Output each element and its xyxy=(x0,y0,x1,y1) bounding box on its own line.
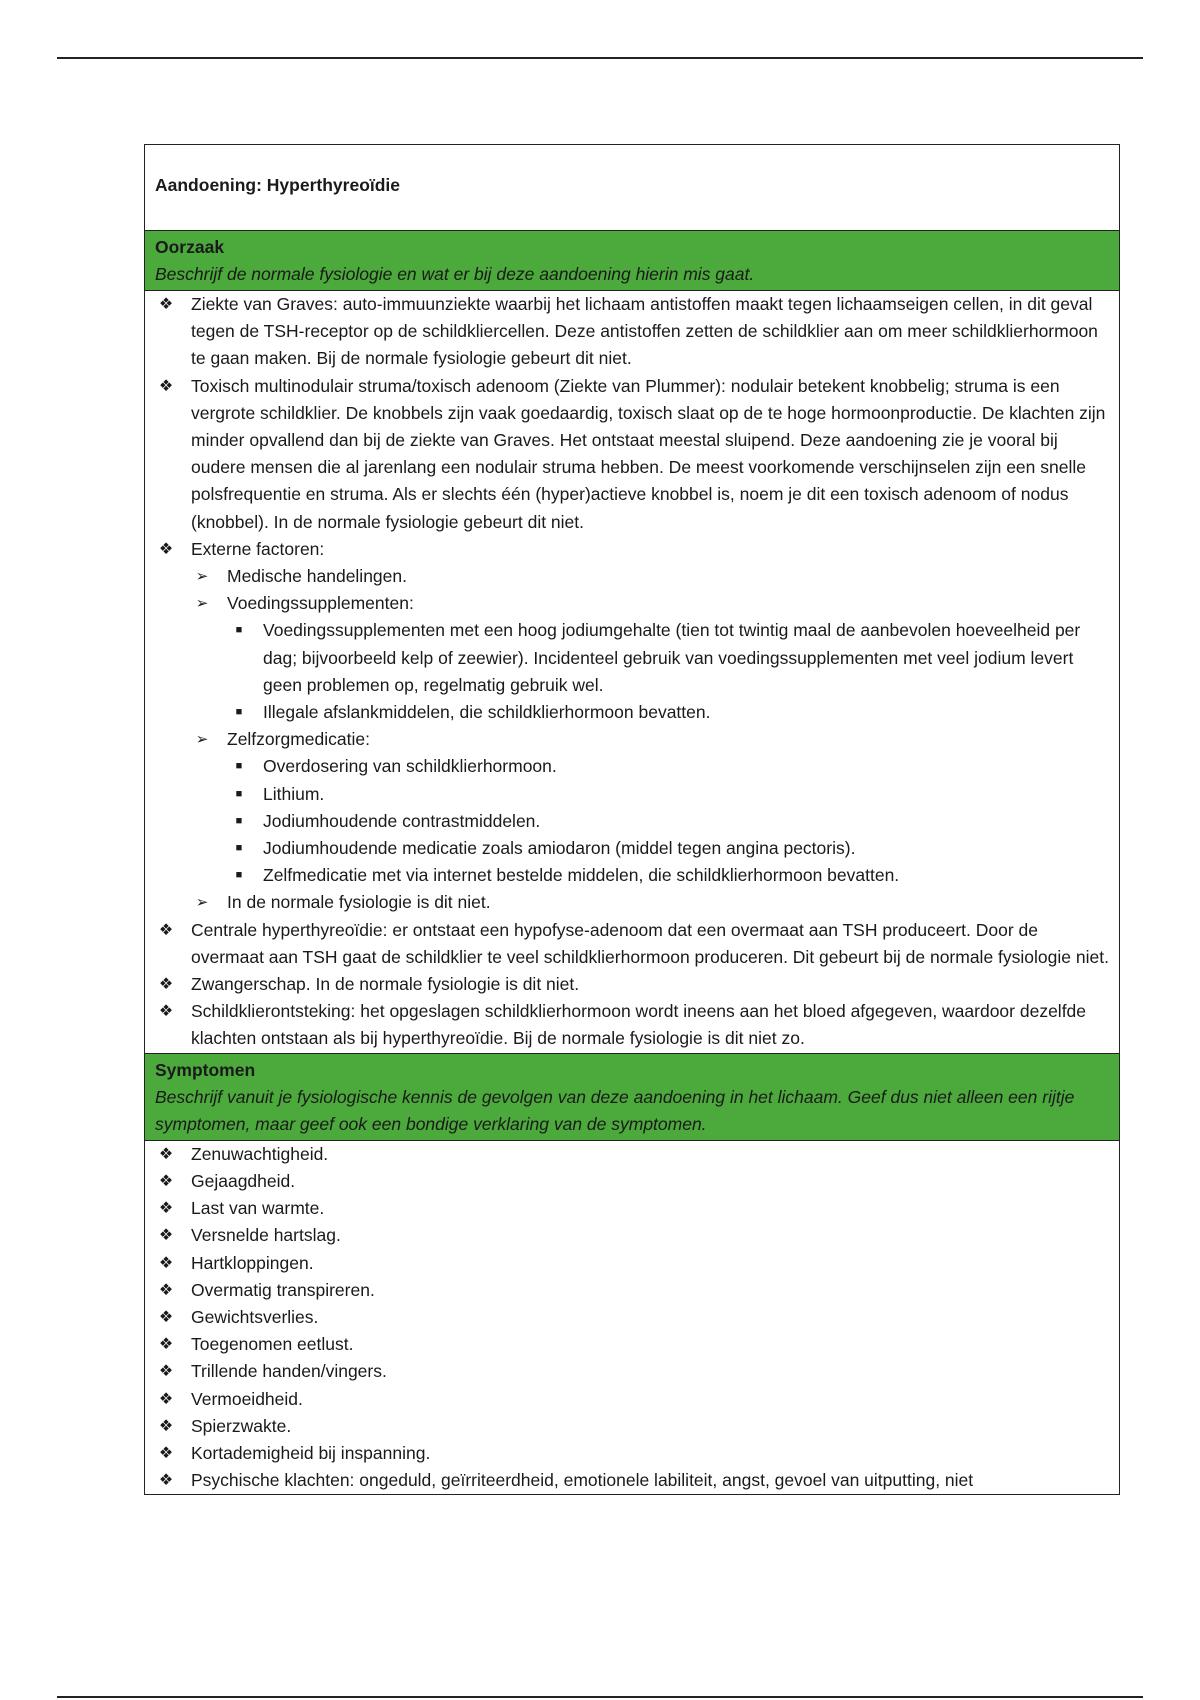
diamond-bullet-icon: ❖ xyxy=(158,377,174,395)
list-item xyxy=(158,998,1111,1052)
list-item-text: Centrale hyperthyreoïdie: er ontstaat een hypofyse-adenoom dat een overmaat aan TSH produceert. Door de overmaat aan TSH gaat de schildklier te veel schildklierhormoon produceren. Dit gebeurt bij de normale fysiologie niet. xyxy=(191,919,1109,967)
list-item xyxy=(158,1331,1111,1358)
list-item-text: Trillende handen/vingers. xyxy=(191,1361,387,1382)
list-item xyxy=(158,536,1111,917)
diamond-bullet-icon: ❖ xyxy=(158,296,174,313)
oorzaak-header xyxy=(145,231,1119,291)
list-item xyxy=(235,753,1111,780)
list-item-text: Ziekte van Graves: auto-immuunziekte waarbij het lichaam antistoffen maakt tegen lichaamseigen cellen, in dit geval tegen de TSH-receptor op de schildkliercellen. Deze antistoffen zetten de schildklier aan om meer schildklierhormoon te gaan maken. Bij de normale fysiologie gebeurt dit niet. xyxy=(191,294,1098,369)
square-bullet-icon: ■ xyxy=(235,624,243,637)
symptomen-header xyxy=(145,1053,1119,1141)
symptomen-instruction: Beschrijf vanuit je fysiologische kennis de gevolgen van deze aandoening in het lichaam. Geef dus niet alleen een rijtje symptomen, maar geef ook een bondige verklaring van de symptomen. xyxy=(155,1086,1075,1134)
list-item xyxy=(235,835,1111,862)
square-bullet-icon: ■ xyxy=(235,869,243,882)
list-item-text: Lithium. xyxy=(263,783,325,804)
list-item-text: Voedingssupplementen: xyxy=(227,593,414,614)
list-item-text: Gewichtsverlies. xyxy=(191,1306,319,1327)
list-item-text: Gejaagdheid. xyxy=(191,1170,296,1191)
diamond-bullet-icon: ❖ xyxy=(158,976,174,994)
list-item xyxy=(158,1304,1111,1331)
list-item-text: Jodiumhoudende medicatie zoals amiodaron (middel tegen angina pectoris). xyxy=(263,838,856,859)
list-item-text: Zenuwachtigheid. xyxy=(191,1143,329,1164)
list-item xyxy=(158,1467,1111,1494)
list-item xyxy=(158,917,1111,971)
square-bullet-icon: ■ xyxy=(235,787,243,800)
square-bullet-icon: ■ xyxy=(235,842,243,855)
list-item xyxy=(158,1413,1111,1440)
list-item xyxy=(158,373,1111,536)
list-item xyxy=(235,699,1111,726)
list-item-text: Overdosering van schildklierhormoon. xyxy=(263,756,557,777)
oorzaak-heading: Oorzaak xyxy=(155,237,225,257)
list-item-text: Externe factoren: xyxy=(191,538,325,559)
square-bullet-icon: ■ xyxy=(235,760,243,773)
zelfzorg-list xyxy=(227,753,1111,889)
list-item xyxy=(158,1141,1111,1168)
list-item xyxy=(158,971,1111,998)
list-item xyxy=(158,1168,1111,1195)
diamond-bullet-icon: ❖ xyxy=(158,1281,174,1299)
diamond-bullet-icon: ❖ xyxy=(158,1200,174,1218)
arrow-bullet-icon: ➢ xyxy=(195,568,209,586)
voeding-list xyxy=(227,617,1111,726)
footer-rule xyxy=(57,1696,1143,1698)
list-item xyxy=(158,1222,1111,1249)
list-item-text: Vermoeidheid. xyxy=(191,1388,303,1409)
diamond-bullet-icon: ❖ xyxy=(158,1444,174,1462)
list-item-text: Medische handelingen. xyxy=(227,566,407,587)
list-item xyxy=(195,563,1111,590)
diamond-bullet-icon: ❖ xyxy=(158,1145,174,1163)
diamond-bullet-icon: ❖ xyxy=(158,1254,174,1272)
list-item-text: Overmatig transpireren. xyxy=(191,1279,375,1300)
symptomen-heading: Symptomen xyxy=(155,1059,256,1080)
page-title: Aandoening: Hyperthyreoïdie xyxy=(145,145,1119,231)
diamond-bullet-icon: ❖ xyxy=(158,1472,174,1490)
arrow-bullet-icon: ➢ xyxy=(195,595,209,613)
square-bullet-icon: ■ xyxy=(235,706,243,719)
document-table xyxy=(144,144,1120,1495)
oorzaak-instruction: Beschrijf de normale fysiologie en wat er bij deze aandoening hierin mis gaat. xyxy=(155,264,755,284)
diamond-bullet-icon: ❖ xyxy=(158,921,174,939)
list-item-text: Psychische klachten: ongeduld, geïrriteerdheid, emotionele labiliteit, angst, gevoel van uitputting, niet xyxy=(191,1470,974,1491)
list-item xyxy=(158,1440,1111,1467)
diamond-bullet-icon: ❖ xyxy=(158,1336,174,1354)
list-item xyxy=(235,781,1111,808)
list-item xyxy=(158,1358,1111,1385)
list-item xyxy=(158,1277,1111,1304)
oorzaak-list xyxy=(145,291,1111,1053)
list-item-text: Kortademigheid bij inspanning. xyxy=(191,1442,431,1463)
diamond-bullet-icon: ❖ xyxy=(158,1172,174,1190)
diamond-bullet-icon: ❖ xyxy=(158,1417,174,1435)
square-bullet-icon: ■ xyxy=(235,814,243,827)
diamond-bullet-icon: ❖ xyxy=(158,1363,174,1381)
symptomen-list xyxy=(145,1141,1111,1495)
list-item-text: Illegale afslankmiddelen, die schildklierhormoon bevatten. xyxy=(263,702,711,723)
list-item xyxy=(158,1386,1111,1413)
list-item xyxy=(195,726,1111,889)
list-item-text: Spierzwakte. xyxy=(191,1415,292,1436)
arrow-bullet-icon: ➢ xyxy=(195,731,209,749)
list-item-text: Last van warmte. xyxy=(191,1198,325,1219)
list-item-text: Zelfmedicatie met via internet bestelde middelen, die schildklierhormoon bevatten. xyxy=(263,865,900,886)
list-item-text: Jodiumhoudende contrastmiddelen. xyxy=(263,810,541,831)
list-item xyxy=(158,1250,1111,1277)
list-item xyxy=(158,1195,1111,1222)
list-item xyxy=(235,862,1111,889)
oorzaak-content xyxy=(145,291,1119,1053)
diamond-bullet-icon: ❖ xyxy=(158,1003,174,1021)
list-item xyxy=(235,808,1111,835)
list-item-text: Toegenomen eetlust. xyxy=(191,1334,354,1355)
list-item xyxy=(158,291,1111,373)
list-item-text: Versnelde hartslag. xyxy=(191,1225,341,1246)
list-item-text: Zelfzorgmedicatie: xyxy=(227,729,370,750)
list-item xyxy=(195,889,1111,916)
header-rule xyxy=(57,57,1143,59)
list-item-text: Hartkloppingen. xyxy=(191,1252,314,1273)
list-item-text: Zwangerschap. In de normale fysiologie is dit niet. xyxy=(191,974,580,995)
externe-factoren-list xyxy=(191,563,1111,917)
list-item-text: Schildklierontsteking: het opgeslagen schildklierhormoon wordt ineens aan het bloed afgegeven, waardoor dezelfde klachten ontstaan als bij hyperthyreoïdie. Bij de normale fysiologie is dit niet zo. xyxy=(191,1001,1087,1049)
diamond-bullet-icon: ❖ xyxy=(158,1227,174,1245)
diamond-bullet-icon: ❖ xyxy=(158,1308,174,1326)
arrow-bullet-icon: ➢ xyxy=(195,894,209,912)
list-item xyxy=(235,617,1111,699)
list-item xyxy=(195,590,1111,726)
list-item-text: Toxisch multinodulair struma/toxisch adenoom (Ziekte van Plummer): nodulair betekent knobbelig; struma is een vergrote schildklier. De knobbels zijn vaak goedaardig, toxisch slaat op de te hoge hormoonproductie. De klachten zijn minder opvallend dan bij de ziekte van Graves. Het ontstaat meestal sluipend. Deze aandoening zie je vooral bij oudere mensen die al jarenlang een nodulair struma hebben. De meest voorkomende verschijnselen zijn een snelle polsfrequentie en struma. Als er slechts één (hyper)actieve knobbel is, noem je dit een toxisch adenoom of nodus (knobbel). In de normale fysiologie gebeurt dit niet. xyxy=(191,375,1106,532)
list-item-text: Voedingssupplementen met een hoog jodiumgehalte (tien tot twintig maal de aanbevolen hoeveelheid per dag; bijvoorbeeld kelp of zeewier). Incidenteel gebruik van voedingssupplementen met veel jodium levert geen problemen op, regelmatig gebruik wel. xyxy=(263,620,1081,695)
diamond-bullet-icon: ❖ xyxy=(158,540,174,558)
list-item-text: In de normale fysiologie is dit niet. xyxy=(227,892,491,913)
diamond-bullet-icon: ❖ xyxy=(158,1390,174,1408)
symptomen-content xyxy=(145,1141,1119,1495)
